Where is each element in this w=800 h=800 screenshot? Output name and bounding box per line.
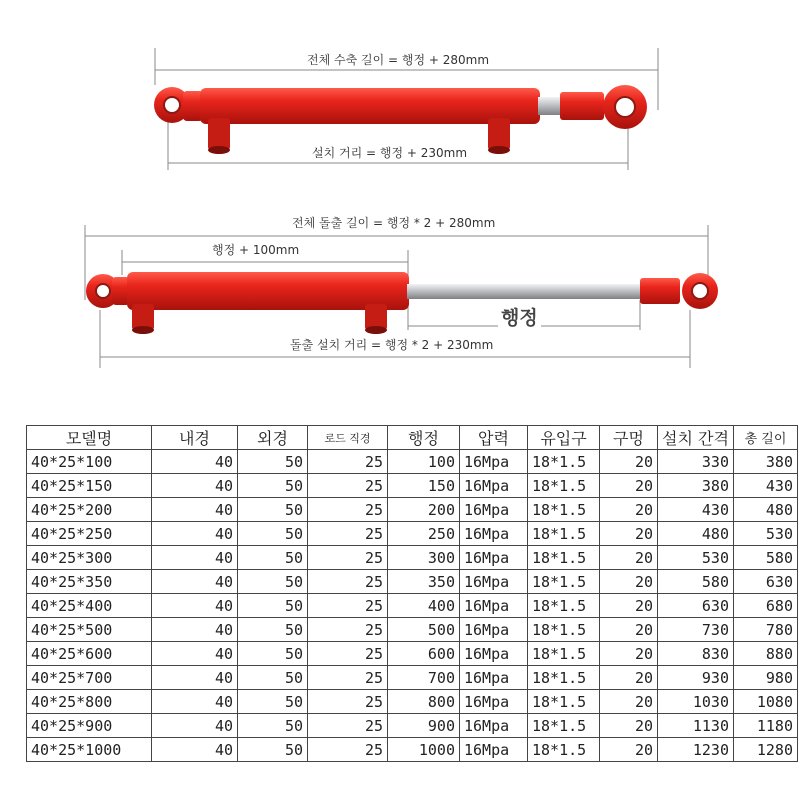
cell-bore: 40 xyxy=(152,594,238,618)
cell-pressure: 16Mpa xyxy=(460,738,528,762)
cell-total-length: 1280 xyxy=(734,738,798,762)
cell-outer-diameter: 50 xyxy=(238,666,308,690)
cell-inlet: 18*1.5 xyxy=(528,594,600,618)
cell-outer-diameter: 50 xyxy=(238,498,308,522)
table-row xyxy=(27,498,798,522)
cell-stroke: 300 xyxy=(388,546,460,570)
cell-model: 40*25*300 xyxy=(27,546,152,570)
cell-bore: 40 xyxy=(152,738,238,762)
header-outer-diameter: 외경 xyxy=(238,426,308,450)
cell-bore: 40 xyxy=(152,546,238,570)
cell-total-length: 580 xyxy=(734,546,798,570)
cell-stroke: 250 xyxy=(388,522,460,546)
cell-model: 40*25*150 xyxy=(27,474,152,498)
cell-model: 40*25*600 xyxy=(27,642,152,666)
cell-pressure: 16Mpa xyxy=(460,570,528,594)
cell-rod-diameter: 25 xyxy=(308,474,388,498)
cell-inlet: 18*1.5 xyxy=(528,714,600,738)
cell-inlet: 18*1.5 xyxy=(528,474,600,498)
cell-model: 40*25*800 xyxy=(27,690,152,714)
cell-bore: 40 xyxy=(152,666,238,690)
cell-rod-diameter: 25 xyxy=(308,738,388,762)
spec-table xyxy=(26,425,798,762)
cell-install-spacing: 730 xyxy=(658,618,734,642)
header-bore: 내경 xyxy=(152,426,238,450)
cell-hole: 20 xyxy=(600,714,658,738)
cell-rod-diameter: 25 xyxy=(308,546,388,570)
cell-install-spacing: 530 xyxy=(658,546,734,570)
cell-total-length: 380 xyxy=(734,450,798,474)
table-row xyxy=(27,690,798,714)
table-row xyxy=(27,738,798,762)
cell-hole: 20 xyxy=(600,522,658,546)
cell-inlet: 18*1.5 xyxy=(528,666,600,690)
cell-hole: 20 xyxy=(600,570,658,594)
cell-rod-diameter: 25 xyxy=(308,522,388,546)
cell-stroke: 350 xyxy=(388,570,460,594)
cell-model: 40*25*400 xyxy=(27,594,152,618)
cell-hole: 20 xyxy=(600,738,658,762)
cell-install-spacing: 1230 xyxy=(658,738,734,762)
header-hole: 구멍 xyxy=(600,426,658,450)
cell-total-length: 530 xyxy=(734,522,798,546)
cell-pressure: 16Mpa xyxy=(460,642,528,666)
cell-bore: 40 xyxy=(152,522,238,546)
cell-inlet: 18*1.5 xyxy=(528,546,600,570)
table-row xyxy=(27,570,798,594)
cell-pressure: 16Mpa xyxy=(460,618,528,642)
cell-install-spacing: 630 xyxy=(658,594,734,618)
cell-rod-diameter: 25 xyxy=(308,450,388,474)
install-distance-label: 설치 거리 = 행정 + 230mm xyxy=(312,146,468,160)
cell-bore: 40 xyxy=(152,498,238,522)
cell-outer-diameter: 50 xyxy=(238,690,308,714)
table-row xyxy=(27,522,798,546)
cell-rod-diameter: 25 xyxy=(308,690,388,714)
cell-stroke: 1000 xyxy=(388,738,460,762)
header-install-spacing: 설치 간격 xyxy=(658,426,734,450)
cell-rod-diameter: 25 xyxy=(308,570,388,594)
cell-total-length: 630 xyxy=(734,570,798,594)
cell-inlet: 18*1.5 xyxy=(528,450,600,474)
cell-stroke: 500 xyxy=(388,618,460,642)
cell-stroke: 900 xyxy=(388,714,460,738)
header-total-length: 총 길이 xyxy=(734,426,798,450)
cell-model: 40*25*1000 xyxy=(27,738,152,762)
header-inlet: 유입구 xyxy=(528,426,600,450)
total-extended-label: 전체 돌출 길이 = 행정 * 2 + 280mm xyxy=(292,216,496,230)
cell-bore: 40 xyxy=(152,714,238,738)
cell-outer-diameter: 50 xyxy=(238,570,308,594)
cell-hole: 20 xyxy=(600,666,658,690)
cell-rod-diameter: 25 xyxy=(308,594,388,618)
cell-stroke: 200 xyxy=(388,498,460,522)
cell-install-spacing: 930 xyxy=(658,666,734,690)
table-row xyxy=(27,714,798,738)
cell-install-spacing: 480 xyxy=(658,522,734,546)
header-rod-diameter: 로드 직경 xyxy=(308,426,388,450)
cell-pressure: 16Mpa xyxy=(460,690,528,714)
cell-bore: 40 xyxy=(152,618,238,642)
cell-inlet: 18*1.5 xyxy=(528,690,600,714)
header-model: 모델명 xyxy=(27,426,152,450)
stroke-plus-label: 행정 + 100mm xyxy=(212,243,300,257)
cell-total-length: 1080 xyxy=(734,690,798,714)
cell-model: 40*25*250 xyxy=(27,522,152,546)
table-row xyxy=(27,594,798,618)
cell-total-length: 980 xyxy=(734,666,798,690)
table-body xyxy=(27,450,798,762)
cell-bore: 40 xyxy=(152,690,238,714)
stroke-label: 행정 xyxy=(498,303,541,330)
header-stroke: 행정 xyxy=(388,426,460,450)
cell-outer-diameter: 50 xyxy=(238,474,308,498)
cell-install-spacing: 1130 xyxy=(658,714,734,738)
cell-pressure: 16Mpa xyxy=(460,714,528,738)
table-row xyxy=(27,474,798,498)
extended-install-label: 돌출 설치 거리 = 행정 * 2 + 230mm xyxy=(290,338,494,352)
cell-install-spacing: 330 xyxy=(658,450,734,474)
table-row xyxy=(27,666,798,690)
cell-inlet: 18*1.5 xyxy=(528,498,600,522)
cell-hole: 20 xyxy=(600,474,658,498)
cell-model: 40*25*700 xyxy=(27,666,152,690)
cell-outer-diameter: 50 xyxy=(238,450,308,474)
cell-inlet: 18*1.5 xyxy=(528,618,600,642)
cell-pressure: 16Mpa xyxy=(460,474,528,498)
cell-stroke: 150 xyxy=(388,474,460,498)
table-row xyxy=(27,546,798,570)
cell-total-length: 680 xyxy=(734,594,798,618)
cell-model: 40*25*200 xyxy=(27,498,152,522)
cell-outer-diameter: 50 xyxy=(238,642,308,666)
cell-outer-diameter: 50 xyxy=(238,546,308,570)
cell-inlet: 18*1.5 xyxy=(528,570,600,594)
cell-install-spacing: 580 xyxy=(658,570,734,594)
cell-stroke: 700 xyxy=(388,666,460,690)
cell-total-length: 780 xyxy=(734,618,798,642)
spec-table-container xyxy=(26,425,793,762)
cell-model: 40*25*350 xyxy=(27,570,152,594)
cell-bore: 40 xyxy=(152,570,238,594)
bottom-cylinder xyxy=(86,272,718,334)
cell-rod-diameter: 25 xyxy=(308,618,388,642)
header-pressure: 압력 xyxy=(460,426,528,450)
cell-inlet: 18*1.5 xyxy=(528,642,600,666)
table-row xyxy=(27,618,798,642)
cell-outer-diameter: 50 xyxy=(238,618,308,642)
cell-pressure: 16Mpa xyxy=(460,594,528,618)
cell-total-length: 1180 xyxy=(734,714,798,738)
cell-pressure: 16Mpa xyxy=(460,666,528,690)
cell-install-spacing: 1030 xyxy=(658,690,734,714)
cell-stroke: 800 xyxy=(388,690,460,714)
cell-hole: 20 xyxy=(600,690,658,714)
cell-total-length: 880 xyxy=(734,642,798,666)
table-row xyxy=(27,450,798,474)
cell-model: 40*25*500 xyxy=(27,618,152,642)
cell-stroke: 100 xyxy=(388,450,460,474)
cell-model: 40*25*100 xyxy=(27,450,152,474)
cell-model: 40*25*900 xyxy=(27,714,152,738)
cell-pressure: 16Mpa xyxy=(460,546,528,570)
cell-bore: 40 xyxy=(152,642,238,666)
cell-pressure: 16Mpa xyxy=(460,450,528,474)
cell-install-spacing: 830 xyxy=(658,642,734,666)
cell-total-length: 480 xyxy=(734,498,798,522)
cell-rod-diameter: 25 xyxy=(308,498,388,522)
cell-hole: 20 xyxy=(600,618,658,642)
cell-rod-diameter: 25 xyxy=(308,714,388,738)
cell-hole: 20 xyxy=(600,546,658,570)
cell-pressure: 16Mpa xyxy=(460,522,528,546)
cell-pressure: 16Mpa xyxy=(460,498,528,522)
cell-bore: 40 xyxy=(152,474,238,498)
cell-outer-diameter: 50 xyxy=(238,594,308,618)
cell-install-spacing: 380 xyxy=(658,474,734,498)
cell-stroke: 600 xyxy=(388,642,460,666)
cell-hole: 20 xyxy=(600,642,658,666)
cell-rod-diameter: 25 xyxy=(308,642,388,666)
cell-inlet: 18*1.5 xyxy=(528,738,600,762)
table-header-row xyxy=(27,426,798,450)
table-row xyxy=(27,642,798,666)
cell-rod-diameter: 25 xyxy=(308,666,388,690)
cell-outer-diameter: 50 xyxy=(238,714,308,738)
cell-install-spacing: 430 xyxy=(658,498,734,522)
cell-hole: 20 xyxy=(600,594,658,618)
cell-hole: 20 xyxy=(600,498,658,522)
cell-stroke: 400 xyxy=(388,594,460,618)
total-length-label: 전체 수축 길이 = 행정 + 280mm xyxy=(307,53,490,67)
cell-inlet: 18*1.5 xyxy=(528,522,600,546)
cell-hole: 20 xyxy=(600,450,658,474)
cell-bore: 40 xyxy=(152,450,238,474)
cell-outer-diameter: 50 xyxy=(238,522,308,546)
cell-outer-diameter: 50 xyxy=(238,738,308,762)
cell-total-length: 430 xyxy=(734,474,798,498)
